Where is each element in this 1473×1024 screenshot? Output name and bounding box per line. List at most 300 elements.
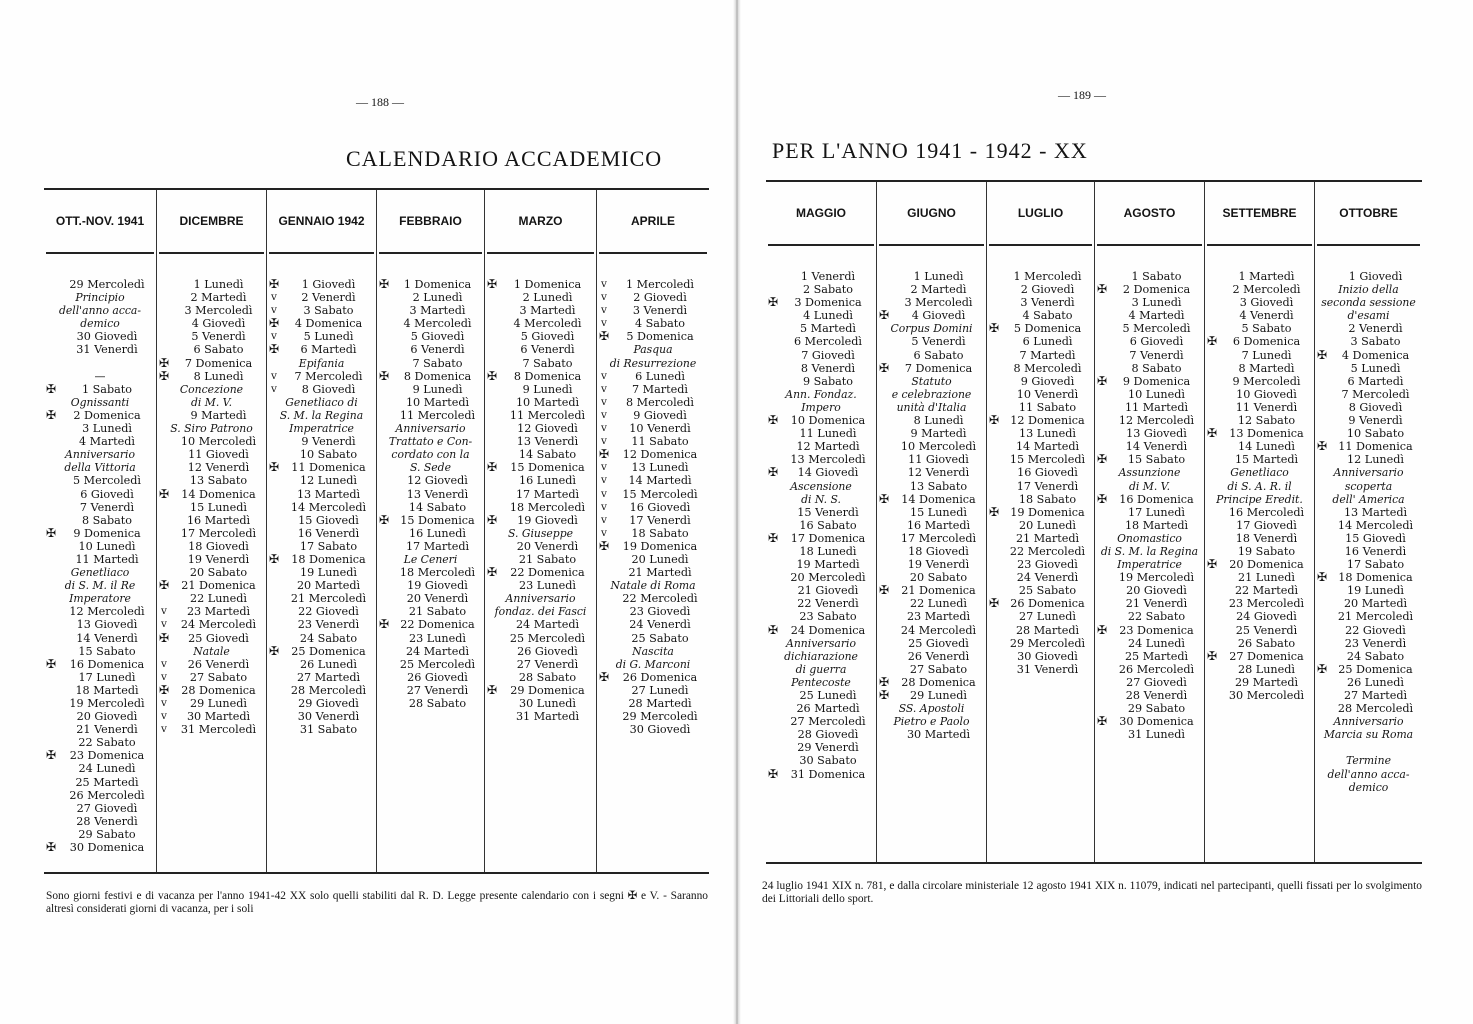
holiday-cross-icon: ✠: [378, 513, 390, 527]
day-entry: [485, 684, 596, 697]
day-entry: [485, 370, 596, 383]
day-entry: [377, 566, 484, 579]
day-label: 27 Venerdì: [406, 683, 469, 697]
day-label: 17 Venerdì: [1016, 479, 1079, 493]
day-label: 22 Venerdì: [797, 597, 859, 611]
holiday-note: Pentecoste: [791, 675, 851, 689]
day-entry: [267, 435, 376, 448]
month-header: OTT.-NOV. 1941: [46, 190, 154, 254]
day-entry: [597, 618, 709, 631]
day-entry: [157, 527, 266, 540]
day-entry: [157, 357, 266, 370]
holiday-cross-icon: ✠: [158, 579, 170, 593]
holiday-cross-icon: ✠: [1096, 492, 1108, 506]
day-entry: [597, 684, 709, 697]
day-entry: [597, 527, 709, 540]
day-entry: [1205, 676, 1314, 689]
day-label: 10 Domenica: [790, 414, 866, 428]
day-label: 11 Mercoledì: [509, 408, 586, 422]
day-entry: [766, 283, 876, 296]
day-entry: [1095, 506, 1204, 519]
day-label: 3 Giovedì: [1239, 296, 1294, 310]
day-label: 17 Domenica: [790, 531, 866, 545]
day-label: 2 Mercoledì: [1232, 283, 1301, 297]
day-label: 20 Venerdì: [516, 539, 579, 553]
day-label: 14 Martedì: [628, 474, 692, 488]
day-label: 19 Lunedì: [1347, 584, 1404, 598]
day-label: 26 Sabato: [1237, 636, 1296, 650]
day-entry: [766, 270, 876, 283]
holiday-cross-icon: ✠: [1206, 558, 1218, 572]
day-label: 31 Venerdì: [76, 343, 138, 357]
day-entry: [267, 501, 376, 514]
day-entry: [485, 304, 596, 317]
day-entry: [377, 488, 484, 501]
day-label: 9 Sabato: [802, 374, 854, 388]
holiday-cross-icon: ✠: [767, 414, 779, 428]
day-label: 14 Domenica: [901, 492, 976, 506]
day-label: 30 Venerdì: [297, 710, 360, 724]
holiday-note: Anniversario: [395, 422, 466, 436]
day-label: 19 Venerdì: [907, 558, 970, 572]
holiday-note: Concezione: [179, 382, 244, 396]
day-label: 23 Venerdì: [1344, 636, 1407, 650]
vacation-marker: v: [271, 291, 277, 304]
day-entry: [44, 501, 156, 514]
day-entry: [267, 488, 376, 501]
day-entry: [44, 488, 156, 501]
day-label: 15 Mercoledì: [1009, 453, 1086, 467]
day-entry: [377, 343, 484, 356]
day-label: 16 Venerdì: [297, 526, 360, 540]
day-label: 22 Sabato: [1127, 610, 1186, 624]
right-page-number: — 189 —: [1058, 88, 1106, 102]
holiday-note: Anniversario: [786, 636, 856, 650]
day-label: 18 Venerdì: [1235, 531, 1298, 545]
day-entry: [987, 322, 1094, 335]
day-label: 3 Lunedì: [1131, 296, 1182, 310]
day-entry: [485, 435, 596, 448]
day-entry: [877, 506, 986, 519]
day-entry: [1205, 689, 1314, 702]
vacation-marker: v: [161, 605, 167, 618]
day-entry: [766, 545, 876, 558]
day-entry: [597, 697, 709, 710]
day-label: 16 Martedì: [906, 518, 971, 532]
day-entry: [597, 435, 709, 448]
day-entry: [377, 317, 484, 330]
day-label: 26 Mercoledì: [69, 788, 145, 802]
day-entry: [987, 597, 1094, 610]
vacation-marker: v: [601, 369, 607, 382]
day-entry: [1095, 322, 1204, 335]
day-entry: [987, 519, 1094, 532]
month-column-luglio: [986, 182, 1094, 862]
day-label: 23 Giovedì: [629, 605, 691, 619]
day-entry: [377, 330, 484, 343]
day-entry: [877, 414, 986, 427]
holiday-cross-icon: ✠: [378, 618, 390, 632]
holiday-note: S. Giuseppe: [507, 526, 574, 540]
day-entry: [597, 396, 709, 409]
day-label: 21 Domenica: [181, 579, 256, 593]
day-entry: [877, 453, 986, 466]
day-entry: [44, 710, 156, 723]
day-label: 6 Lunedì: [1022, 335, 1073, 349]
day-entry: [267, 710, 376, 723]
day-label: 19 Giovedì: [407, 579, 468, 593]
day-entry: [485, 278, 596, 291]
day-label: 28 Domenica: [181, 683, 256, 697]
day-entry: [1095, 440, 1204, 453]
day-label: 24 Giovedì: [1236, 610, 1297, 624]
day-entry: [1315, 663, 1422, 676]
holiday-cross-icon: ✠: [486, 461, 498, 475]
day-entry: [485, 553, 596, 566]
day-label: 14 Sabato: [408, 500, 467, 514]
month-header: OTTOBRE: [1317, 182, 1420, 246]
day-label: 16 Mercoledì: [1228, 505, 1305, 519]
day-entry: [157, 448, 266, 461]
holiday-note: della Vittoria: [64, 461, 136, 475]
day-entry: [597, 461, 709, 474]
day-entry: [267, 605, 376, 618]
day-entry: [877, 728, 986, 741]
day-entry: [267, 723, 376, 736]
day-label: 3 Mercoledì: [904, 296, 973, 310]
holiday-cross-icon: ✠: [378, 369, 390, 383]
day-label: 5 Domenica: [626, 330, 694, 344]
day-label: 3 Sabato: [1350, 335, 1401, 349]
day-label: 6 Venerdì: [410, 343, 465, 357]
day-label: 14 Sabato: [518, 448, 577, 462]
day-entry: [1205, 362, 1314, 375]
day-entry: [377, 618, 484, 631]
month-column-febbraio: [376, 190, 484, 872]
day-entry: [1205, 427, 1314, 440]
day-entry: [1095, 453, 1204, 466]
day-label: 10 Sabato: [1346, 427, 1405, 441]
day-label: 29 Lunedì: [910, 689, 967, 702]
holiday-note: Anniversario: [505, 592, 576, 606]
day-label: 4 Venerdì: [1239, 309, 1294, 323]
day-label: 6 Mercoledì: [793, 335, 863, 349]
day-entry: [44, 749, 156, 762]
day-entry: [485, 396, 596, 409]
day-entry: [377, 396, 484, 409]
holiday-cross-icon: ✠: [1206, 335, 1218, 349]
day-entry: [1205, 335, 1314, 348]
day-entry: [377, 278, 484, 291]
day-label: 3 Sabato: [303, 304, 354, 318]
day-entry: [44, 815, 156, 828]
vacation-marker: v: [601, 422, 607, 435]
month-column-agosto: [1094, 182, 1204, 862]
day-label: 15 Sabato: [1127, 453, 1186, 467]
day-entry: [1205, 309, 1314, 322]
day-entry: [987, 309, 1094, 322]
day-label: 26 Domenica: [1010, 597, 1085, 611]
day-label: 17 Giovedì: [1236, 518, 1297, 532]
holiday-cross-icon: ✠: [767, 466, 779, 480]
day-label: 25 Giovedì: [908, 636, 969, 650]
day-entry: [987, 506, 1094, 519]
day-label: 27 Sabato: [909, 662, 968, 676]
day-entry: [44, 723, 156, 736]
day-label: 22 Martedì: [1234, 584, 1299, 598]
day-entry: [44, 527, 156, 540]
day-list: [485, 254, 596, 723]
day-label: 19 Lunedì: [300, 566, 357, 580]
day-entry: [44, 684, 156, 697]
vacation-marker: v: [161, 618, 167, 631]
day-label: 10 Martedì: [515, 395, 580, 409]
holiday-cross-icon: ✠: [45, 408, 57, 422]
day-label: 7 Giovedì: [801, 348, 855, 362]
day-entry: [1315, 414, 1422, 427]
day-label: 31 Venerdì: [1016, 662, 1079, 676]
day-label: 27 Venerdì: [516, 657, 579, 671]
day-entry: [267, 579, 376, 592]
day-entry: [267, 370, 376, 383]
day-label: 31 Martedì: [515, 710, 580, 724]
holiday-cross-icon: ✠: [486, 566, 498, 580]
holiday-cross-icon: ✠: [767, 531, 779, 545]
day-label: 20 Giovedì: [76, 710, 138, 724]
day-entry: [987, 466, 1094, 479]
holiday-cross-icon: ✠: [1316, 440, 1328, 454]
day-entry: [1205, 388, 1314, 401]
day-label: 10 Lunedì: [1128, 387, 1185, 401]
holiday-note: di M. V.: [1128, 479, 1171, 493]
holiday-note: d'esami: [1347, 309, 1390, 323]
day-label: 29 Mercoledì: [1009, 636, 1086, 650]
day-entry: [987, 663, 1094, 676]
day-label: 14 Lunedì: [1238, 440, 1295, 454]
day-entry: [597, 330, 709, 343]
day-entry: [877, 309, 986, 322]
day-entry: [1095, 388, 1204, 401]
month-header: DICEMBRE: [159, 190, 264, 254]
day-entry: [1205, 532, 1314, 545]
day-label: 7 Mercoledì: [1341, 387, 1410, 401]
day-label: 10 Mercoledì: [180, 435, 257, 449]
day-label: 17 Martedì: [515, 487, 580, 501]
day-label: 24 Sabato: [1346, 649, 1405, 663]
day-entry: [1205, 637, 1314, 650]
day-label: 7 Sabato: [412, 356, 463, 370]
day-label: 2 Lunedì: [412, 291, 463, 305]
holiday-cross-icon: ✠: [486, 369, 498, 383]
day-entry: [44, 841, 156, 854]
day-entry: [157, 658, 266, 671]
day-label: 10 Martedì: [405, 395, 470, 409]
holiday-note: Corpus Domini: [890, 322, 973, 336]
day-entry: [597, 566, 709, 579]
day-label: 8 Domenica: [513, 369, 582, 383]
day-label: 6 Giovedì: [80, 487, 134, 501]
day-entry: [157, 343, 266, 356]
day-label: 22 Giovedì: [298, 605, 359, 619]
day-list: [377, 254, 484, 710]
day-label: 23 Martedì: [186, 605, 251, 619]
day-list: [987, 246, 1094, 676]
holiday-cross-icon: ✠: [1096, 453, 1108, 467]
day-entry: [157, 684, 266, 697]
day-label: 22 Sabato: [78, 736, 136, 750]
month-column-marzo: [484, 190, 596, 872]
day-entry: [1095, 571, 1204, 584]
day-label: 6 Sabato: [193, 343, 244, 357]
day-label: 25 Domenica: [1338, 662, 1413, 676]
day-entry: [485, 330, 596, 343]
day-entry: [44, 802, 156, 815]
holiday-note: Imperatrice: [289, 422, 354, 436]
holiday-cross-icon: ✠: [598, 448, 610, 462]
day-label: 22 Giovedì: [1345, 623, 1406, 637]
day-entry: [987, 388, 1094, 401]
day-label: 2 Martedì: [190, 291, 247, 305]
day-entry: [267, 527, 376, 540]
day-label: 11 Domenica: [1338, 440, 1413, 454]
holiday-cross-icon: ✠: [158, 369, 170, 383]
month-column-ottobre: [1314, 182, 1422, 862]
day-entry: [1315, 676, 1422, 689]
holiday-note: Genetliaco di: [285, 395, 358, 409]
day-entry: [766, 335, 876, 348]
holiday-note: di guerra: [795, 662, 847, 676]
day-entry: [877, 545, 986, 558]
day-entry: [597, 514, 709, 527]
day-entry: [1315, 427, 1422, 440]
day-label: 4 Sabato: [1022, 309, 1073, 323]
day-label: 12 Giovedì: [517, 422, 578, 436]
day-entry: [485, 409, 596, 422]
day-label: 3 Martedì: [409, 304, 466, 318]
day-label: 26 Mercoledì: [1118, 662, 1195, 676]
day-label: 9 Mercoledì: [1232, 374, 1301, 388]
day-label: 20 Venerdì: [406, 592, 469, 606]
day-label: 15 Lunedì: [190, 500, 247, 514]
holiday-note: Natale: [193, 644, 230, 658]
day-label: 25 Martedì: [1124, 649, 1189, 663]
vacation-marker: v: [601, 395, 607, 408]
day-entry: [1315, 388, 1422, 401]
day-label: 14 Domenica: [181, 487, 256, 501]
month-column-ott-nov-1941: [44, 190, 156, 872]
day-label: 13 Martedì: [296, 487, 361, 501]
day-entry: [877, 362, 986, 375]
day-label: 7 Martedì: [631, 382, 688, 396]
day-entry: [597, 605, 709, 618]
day-label: 29 Sabato: [1127, 702, 1186, 716]
day-label: 21 Sabato: [518, 552, 577, 566]
day-entry: [485, 671, 596, 684]
day-label: 4 Giovedì: [911, 309, 966, 323]
day-entry: [157, 330, 266, 343]
day-label: 2 Venerdì: [301, 291, 356, 305]
holiday-note: Onomastico: [1117, 531, 1182, 545]
holiday-cross-icon: ✠: [988, 322, 1000, 336]
day-entry: [157, 501, 266, 514]
day-label: 28 Venerdì: [1125, 689, 1188, 702]
day-entry: [1095, 427, 1204, 440]
day-label: 24 Venerdì: [629, 618, 691, 632]
day-entry: [1315, 375, 1422, 388]
day-label: 6 Venerdì: [520, 343, 575, 357]
day-label: 20 Giovedì: [1126, 584, 1187, 598]
holiday-note: Anniversario: [65, 448, 135, 462]
day-entry: [766, 689, 876, 702]
holiday-cross-icon: ✠: [878, 361, 890, 375]
day-label: 28 Mercoledì: [1337, 702, 1414, 716]
holiday-note: Assunzione: [1118, 466, 1181, 480]
day-entry: [877, 610, 986, 623]
day-entry: [1095, 597, 1204, 610]
vacation-marker: v: [271, 304, 277, 317]
day-entry: [1315, 571, 1422, 584]
day-entry: [1205, 401, 1314, 414]
day-label: 4 Mercoledì: [403, 317, 472, 331]
day-entry: [766, 506, 876, 519]
day-label: 31 Domenica: [790, 767, 866, 781]
day-entry: [766, 728, 876, 741]
day-label: 17 Sabato: [299, 539, 358, 553]
day-label: 1 Venerdì: [800, 270, 856, 283]
day-label: 1 Domenica: [513, 278, 582, 291]
day-label: 20 Martedì: [296, 579, 361, 593]
holiday-note: Ann. Fondaz.: [785, 387, 857, 401]
month-header: GENNAIO 1942: [269, 190, 374, 254]
day-label: 1 Lunedì: [193, 278, 244, 291]
day-label: 8 Mercoledì: [625, 395, 695, 409]
vacation-marker: v: [601, 500, 607, 513]
day-entry: [1315, 702, 1422, 715]
day-label: 17 Lunedì: [78, 670, 136, 684]
holiday-note: Pasqua: [633, 343, 673, 357]
holiday-note: Natale di Roma: [610, 579, 696, 593]
vacation-marker: v: [161, 657, 167, 670]
day-entry: [1095, 401, 1204, 414]
day-entry: [766, 768, 876, 781]
day-label: 8 Mercoledì: [1013, 361, 1082, 375]
day-label: 12 Lunedì: [300, 474, 357, 488]
day-entry: [44, 435, 156, 448]
day-label: 27 Giovedì: [76, 801, 138, 815]
day-label: 2 Lunedì: [522, 291, 573, 305]
day-entry: [1205, 663, 1314, 676]
holiday-note: seconda sessione: [1321, 296, 1416, 310]
holiday-note: fondaz. dei Fasci: [494, 605, 587, 619]
day-entry: [377, 383, 484, 396]
day-label: 16 Lunedì: [519, 474, 576, 488]
day-label: 6 Lunedì: [635, 369, 685, 383]
day-entry: [597, 540, 709, 553]
day-entry: [1095, 663, 1204, 676]
holiday-cross-icon: ✠: [268, 317, 280, 331]
day-label: 28 Venerdì: [76, 814, 138, 828]
day-entry: [1315, 545, 1422, 558]
day-label: 25 Mercoledì: [399, 657, 476, 671]
day-entry: [597, 422, 709, 435]
day-entry: [877, 624, 986, 637]
day-label: 18 Lunedì: [799, 544, 857, 558]
spacer: [1315, 741, 1422, 754]
day-label: 6 Martedì: [300, 343, 357, 357]
day-label: 17 Venerdì: [629, 513, 691, 527]
holiday-cross-icon: ✠: [1316, 571, 1328, 585]
day-label: 8 Sabato: [81, 513, 133, 527]
